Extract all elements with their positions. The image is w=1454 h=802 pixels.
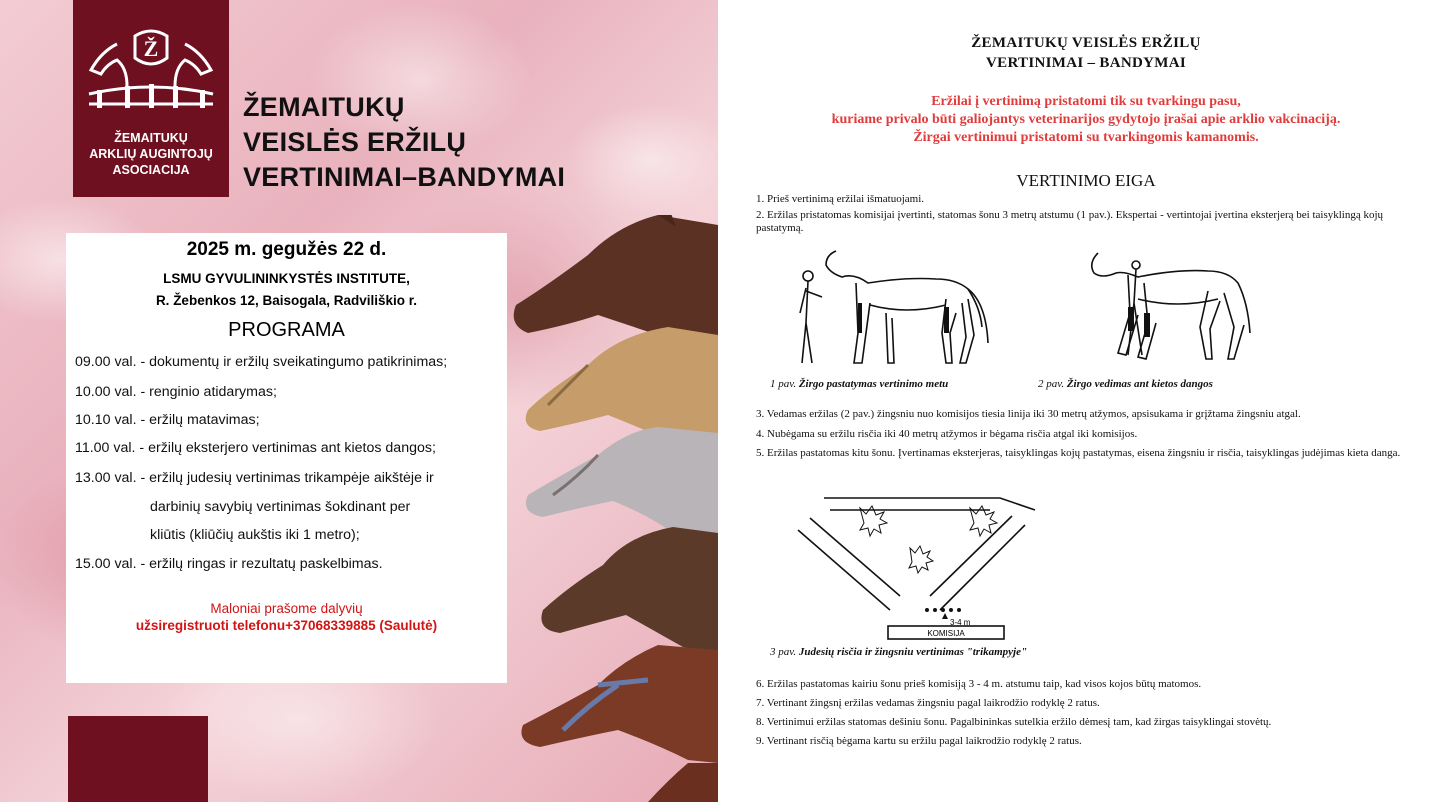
figure-number: 2 pav. [1038, 378, 1065, 390]
procedure-step: 6. Eržilas pastatomas kairiu šonu prieš komisiją 3 - 4 m. atstumu taip, kad visos kojos būtų matomos. [756, 678, 1202, 690]
figure-1-caption [770, 378, 948, 390]
program-heading: PROGRAMA [228, 319, 345, 341]
decorative-block [68, 716, 208, 802]
figure-3-caption [770, 646, 1027, 658]
title-line: ŽEMAITUKŲ [243, 92, 405, 122]
warning-text: Eržilai į vertinimą pristatomi tik su tvarkingu pasu, [931, 94, 1241, 109]
distance-label: 3-4 m [950, 618, 971, 627]
poster-title [243, 90, 565, 195]
standing-horse-illustration [796, 243, 996, 373]
figure-title: Žirgo pastatymas vertinimo metu [798, 378, 949, 390]
document-title: ŽEMAITUKŲ VEISLĖS ERŽILŲ [971, 35, 1201, 51]
procedure-step: 3. Vedamas eržilas (2 pav.) žingsniu nuo komisijos tiesia linija iki 30 metrų atžymos, apsisukama ir grįžtama žingsniu atgal. [756, 408, 1301, 420]
section-heading: VERTINIMO EIGA [1016, 171, 1156, 190]
invitation-text: Maloniai prašome dalyvių [210, 601, 363, 616]
logo-letter: Ž [143, 36, 159, 61]
logo-line: ARKLIŲ AUGINTOJŲ [89, 147, 213, 161]
venue-name: LSMU GYVULININKYSTĖS INSTITUTE, [163, 271, 410, 286]
schedule-item: 11.00 val. - eržilų eksterjero vertinimas ant kietos dangos; [75, 440, 436, 456]
procedure-step: 8. Vertinimui eržilas statomas dešiniu šonu. Pagalbininkas sutelkia eržilo dėmesį tam, kad žirgas taisyklingai stovėtų. [756, 716, 1272, 728]
evaluation-document [718, 0, 1454, 802]
logo-line: ASOCIACIJA [112, 163, 190, 177]
triangle-course-diagram [790, 470, 1040, 645]
program-panel [66, 233, 507, 683]
horse-heads-photo [508, 215, 718, 802]
warning-text: Žirgai vertinimui pristatomi su tvarkingomis kamanomis. [913, 130, 1259, 145]
figure-number: 3 pav. [770, 646, 797, 658]
schedule-item: 13.00 val. - eržilų judesių vertinimas trikampėje aikštėje ir [75, 470, 434, 486]
warning-text: kuriame privalo būti galiojantys veterinarijos gydytojo įrašai apie arklio vakcinaciją. [831, 112, 1341, 127]
procedure-step: 4. Nubėgama su eržilu risčia iki 40 metrų atžymos ir bėgama risčia atgal iki komisijos. [756, 428, 1138, 440]
committee-label: KOMISIJA [927, 629, 965, 638]
procedure-step: 2. Eržilas pristatomas komisijai įvertinti, statomas šonu 3 metrų atstumu (1 pav.). Ekspertai - vertintojai įvertina eksterjerą bei taisyklingą kojų pastatymą. [756, 209, 1384, 234]
walking-horse-illustration [1088, 243, 1268, 373]
schedule-item: 15.00 val. - eržilų ringas ir rezultatų paskelbimas. [75, 556, 383, 572]
figure-2-caption [1038, 378, 1213, 390]
schedule-item: 10.00 val. - renginio atidarymas; [75, 384, 277, 400]
title-line: VERTINIMAI–BANDYMAI [243, 162, 566, 192]
procedure-step: 5. Eržilas pastatomas kitu šonu. Įvertinamas eksterjeras, taisyklingas kojų pastatymas, eisena žingsniu ir risčia, taisyklingas judėjimas kieta danga. [756, 447, 1401, 459]
procedure-step: 9. Vertinant risčią bėgama kartu su eržilu pagal laikrodžio rodyklę 2 ratus. [756, 735, 1082, 747]
schedule-item: 10.10 val. - eržilų matavimas; [75, 412, 260, 428]
registration-phone: užsiregistruoti telefonu+37068339885 (Saulutė) [135, 618, 438, 633]
figure-number: 1 pav. [770, 378, 797, 390]
figure-title: Judesių risčia ir žingsniu vertinimas "trikampyje" [798, 646, 1028, 658]
event-date: 2025 m. gegužės 22 d. [186, 239, 387, 260]
venue-address: R. Žebenkos 12, Baisogala, Radviliškio r. [155, 293, 418, 308]
title-line: VEISLĖS ERŽILŲ [243, 127, 467, 157]
schedule-item: 09.00 val. - dokumentų ir eržilų sveikatingumo patikrinimas; [75, 354, 448, 370]
schedule-item-continued: kliūtis (kliūčių aukštis iki 1 metro); [150, 527, 360, 543]
document-subtitle: VERTINIMAI – BANDYMAI [986, 55, 1186, 71]
logo-line: ŽEMAITUKŲ [114, 131, 188, 145]
procedure-step: 1. Prieš vertinimą eržilai išmatuojami. [756, 193, 925, 205]
horse-heads-logo-icon [87, 24, 215, 124]
figure-title: Žirgo vedimas ant kietos dangos [1066, 378, 1213, 390]
association-logo [73, 0, 229, 197]
logo-caption [73, 130, 229, 178]
procedure-step: 7. Vertinant žingsnį eržilas vedamas žingsniu pagal laikrodžio rodyklę 2 ratus. [756, 697, 1100, 709]
event-poster [0, 0, 718, 802]
schedule-item-continued: darbinių savybių vertinimas šokdinant per [150, 499, 411, 515]
